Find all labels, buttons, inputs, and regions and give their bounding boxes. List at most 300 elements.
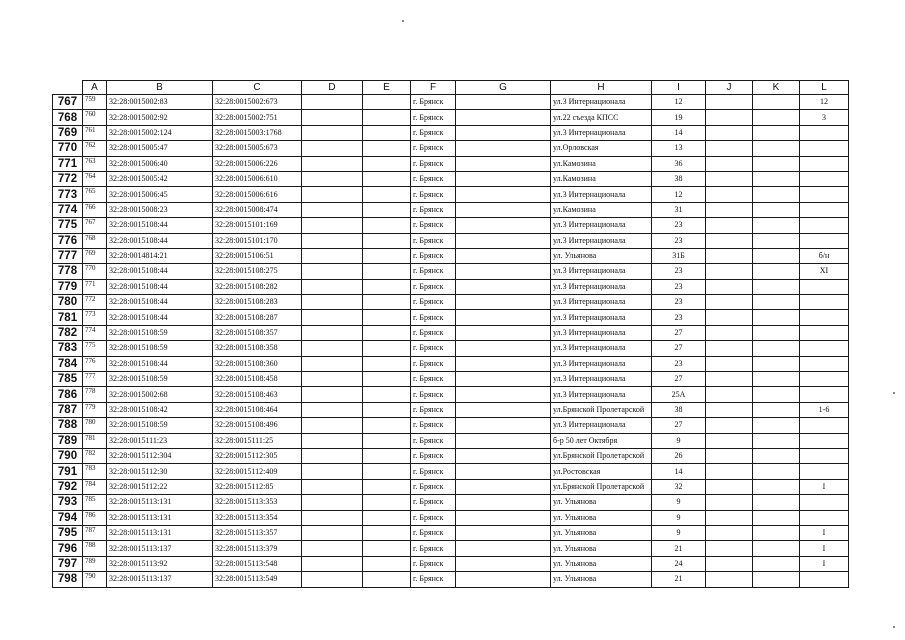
cell-cadastral-c[interactable]: 32:28:0015108:275 [213,264,302,279]
cell-e[interactable] [363,402,411,417]
cell-cadastral-c[interactable]: 32:28:0015112:305 [213,448,302,463]
cell-l[interactable]: I [800,479,849,494]
cell-street[interactable]: ул.22 съезда КПСС [551,110,652,125]
cell-l[interactable] [800,510,849,525]
cell-e[interactable] [363,341,411,356]
cell-l[interactable]: XI [800,264,849,279]
cell-city[interactable]: г. Брянск [411,464,456,479]
cell-a[interactable]: 789 [83,556,107,571]
column-header-h[interactable]: H [551,81,652,95]
cell-d[interactable] [302,325,363,340]
cell-l[interactable] [800,279,849,294]
cell-cadastral-b[interactable]: 32:28:0015108:44 [107,233,213,248]
cell-e[interactable] [363,110,411,125]
cell-k[interactable] [753,171,800,186]
cell-j[interactable] [706,464,753,479]
cell-cadastral-b[interactable]: 32:28:0015002:83 [107,95,213,110]
cell-d[interactable] [302,264,363,279]
cell-g[interactable] [456,325,551,340]
row-number[interactable]: 779 [53,279,83,294]
cell-city[interactable]: г. Брянск [411,387,456,402]
cell-g[interactable] [456,141,551,156]
cell-g[interactable] [456,187,551,202]
cell-e[interactable] [363,572,411,587]
cell-g[interactable] [456,295,551,310]
cell-k[interactable] [753,310,800,325]
cell-street[interactable]: ул. Ульянова [551,495,652,510]
column-header-i[interactable]: I [652,81,706,95]
cell-j[interactable] [706,372,753,387]
column-header-f[interactable]: F [411,81,456,95]
cell-d[interactable] [302,110,363,125]
cell-l[interactable] [800,464,849,479]
cell-a[interactable]: 768 [83,233,107,248]
cell-d[interactable] [302,556,363,571]
cell-e[interactable] [363,525,411,540]
row-number[interactable]: 783 [53,341,83,356]
cell-house-number[interactable]: 38 [652,402,706,417]
cell-house-number[interactable]: 31 [652,202,706,217]
cell-house-number[interactable]: 9 [652,495,706,510]
cell-g[interactable] [456,495,551,510]
cell-street[interactable]: ул.3 Интернационала [551,187,652,202]
cell-cadastral-b[interactable]: 32:28:0015108:59 [107,372,213,387]
cell-cadastral-b[interactable]: 32:28:0015112:304 [107,448,213,463]
cell-house-number[interactable]: 12 [652,95,706,110]
cell-cadastral-b[interactable]: 32:28:0015008:23 [107,202,213,217]
cell-cadastral-c[interactable]: 32:28:0015006:226 [213,156,302,171]
row-number[interactable]: 788 [53,418,83,433]
cell-k[interactable] [753,110,800,125]
cell-house-number[interactable]: 23 [652,233,706,248]
row-number[interactable]: 794 [53,510,83,525]
cell-g[interactable] [456,448,551,463]
cell-house-number[interactable]: 27 [652,372,706,387]
cell-city[interactable]: г. Брянск [411,110,456,125]
cell-cadastral-c[interactable]: 32:28:0015101:169 [213,218,302,233]
cell-cadastral-b[interactable]: 32:28:0015112:22 [107,479,213,494]
cell-a[interactable]: 770 [83,264,107,279]
cell-cadastral-b[interactable]: 32:28:0015006:40 [107,156,213,171]
cell-house-number[interactable]: 23 [652,295,706,310]
cell-city[interactable]: г. Брянск [411,541,456,556]
row-number[interactable]: 789 [53,433,83,448]
cell-d[interactable] [302,218,363,233]
cell-l[interactable] [800,233,849,248]
cell-cadastral-c[interactable]: 32:28:0015003:1768 [213,125,302,140]
cell-cadastral-b[interactable]: 32:28:0015108:59 [107,325,213,340]
cell-l[interactable] [800,325,849,340]
cell-j[interactable] [706,264,753,279]
cell-street[interactable]: б-р 50 лет Октября [551,433,652,448]
cell-street[interactable]: ул.3 Интернационала [551,356,652,371]
cell-city[interactable]: г. Брянск [411,572,456,587]
cell-k[interactable] [753,525,800,540]
cell-city[interactable]: г. Брянск [411,341,456,356]
cell-city[interactable]: г. Брянск [411,418,456,433]
cell-house-number[interactable]: 38 [652,171,706,186]
cell-e[interactable] [363,95,411,110]
cell-l[interactable] [800,433,849,448]
cell-house-number[interactable]: 23 [652,310,706,325]
cell-street[interactable]: ул. Ульянова [551,248,652,263]
cell-a[interactable]: 788 [83,541,107,556]
cell-street[interactable]: ул.Орловская [551,141,652,156]
cell-l[interactable]: I [800,541,849,556]
cell-street[interactable]: ул.Камозина [551,202,652,217]
cell-j[interactable] [706,202,753,217]
cell-k[interactable] [753,248,800,263]
cell-d[interactable] [302,418,363,433]
cell-street[interactable]: ул. Ульянова [551,556,652,571]
cell-cadastral-b[interactable]: 32:28:0015108:44 [107,356,213,371]
cell-d[interactable] [302,572,363,587]
cell-k[interactable] [753,264,800,279]
cell-e[interactable] [363,372,411,387]
cell-a[interactable]: 766 [83,202,107,217]
cell-e[interactable] [363,218,411,233]
cell-cadastral-b[interactable]: 32:28:0015005:47 [107,141,213,156]
cell-l[interactable] [800,141,849,156]
cell-house-number[interactable]: 23 [652,218,706,233]
cell-l[interactable] [800,156,849,171]
cell-house-number[interactable]: 21 [652,572,706,587]
cell-d[interactable] [302,95,363,110]
cell-city[interactable]: г. Брянск [411,310,456,325]
cell-e[interactable] [363,264,411,279]
cell-g[interactable] [456,95,551,110]
cell-g[interactable] [456,279,551,294]
cell-k[interactable] [753,372,800,387]
cell-city[interactable]: г. Брянск [411,356,456,371]
cell-cadastral-b[interactable]: 32:28:0015113:92 [107,556,213,571]
cell-cadastral-c[interactable]: 32:28:0015113:379 [213,541,302,556]
cell-e[interactable] [363,464,411,479]
cell-k[interactable] [753,356,800,371]
cell-g[interactable] [456,418,551,433]
cell-g[interactable] [456,202,551,217]
cell-l[interactable]: I [800,525,849,540]
cell-e[interactable] [363,448,411,463]
cell-a[interactable]: 786 [83,510,107,525]
cell-d[interactable] [302,341,363,356]
cell-a[interactable]: 778 [83,387,107,402]
row-number[interactable]: 793 [53,495,83,510]
cell-l[interactable] [800,372,849,387]
cell-k[interactable] [753,295,800,310]
cell-cadastral-c[interactable]: 32:28:0015113:354 [213,510,302,525]
cell-house-number[interactable]: 12 [652,187,706,202]
cell-street[interactable]: ул.3 Интернационала [551,341,652,356]
cell-street[interactable]: ул.Ростовская [551,464,652,479]
cell-e[interactable] [363,187,411,202]
cell-k[interactable] [753,418,800,433]
cell-street[interactable]: ул.3 Интернационала [551,233,652,248]
cell-k[interactable] [753,556,800,571]
cell-city[interactable]: г. Брянск [411,433,456,448]
cell-cadastral-b[interactable]: 32:28:0015108:44 [107,295,213,310]
row-number[interactable]: 769 [53,125,83,140]
cell-street[interactable]: ул. Ульянова [551,510,652,525]
cell-a[interactable]: 764 [83,171,107,186]
cell-city[interactable]: г. Брянск [411,279,456,294]
cell-d[interactable] [302,156,363,171]
cell-cadastral-c[interactable]: 32:28:0015108:458 [213,372,302,387]
column-header-j[interactable]: J [706,81,753,95]
cell-g[interactable] [456,171,551,186]
row-number[interactable]: 782 [53,325,83,340]
row-number[interactable]: 775 [53,218,83,233]
cell-house-number[interactable]: 14 [652,125,706,140]
cell-street[interactable]: ул.3 Интернационала [551,218,652,233]
cell-l[interactable]: 1-6 [800,402,849,417]
cell-g[interactable] [456,556,551,571]
cell-k[interactable] [753,464,800,479]
cell-d[interactable] [302,233,363,248]
cell-cadastral-c[interactable]: 32:28:0015113:357 [213,525,302,540]
cell-k[interactable] [753,341,800,356]
cell-a[interactable]: 771 [83,279,107,294]
cell-street[interactable]: ул.3 Интернационала [551,279,652,294]
cell-l[interactable]: 12 [800,95,849,110]
column-header-b[interactable]: B [107,81,213,95]
cell-k[interactable] [753,495,800,510]
cell-cadastral-b[interactable]: 32:28:0015108:59 [107,341,213,356]
cell-city[interactable]: г. Брянск [411,187,456,202]
cell-g[interactable] [456,341,551,356]
cell-g[interactable] [456,356,551,371]
cell-a[interactable]: 787 [83,525,107,540]
cell-house-number[interactable]: 23 [652,356,706,371]
cell-cadastral-b[interactable]: 32:28:0015112:30 [107,464,213,479]
cell-house-number[interactable]: 9 [652,433,706,448]
cell-l[interactable] [800,310,849,325]
cell-k[interactable] [753,402,800,417]
cell-g[interactable] [456,233,551,248]
cell-k[interactable] [753,125,800,140]
cell-cadastral-c[interactable]: 32:28:0015108:463 [213,387,302,402]
cell-a[interactable]: 777 [83,372,107,387]
cell-cadastral-b[interactable]: 32:28:0015108:42 [107,402,213,417]
cell-city[interactable]: г. Брянск [411,264,456,279]
cell-k[interactable] [753,510,800,525]
cell-cadastral-b[interactable]: 32:28:0015108:44 [107,218,213,233]
cell-g[interactable] [456,387,551,402]
cell-k[interactable] [753,156,800,171]
cell-street[interactable]: ул. Ульянова [551,541,652,556]
cell-l[interactable]: 3 [800,110,849,125]
cell-j[interactable] [706,356,753,371]
cell-cadastral-b[interactable]: 32:28:0015113:131 [107,495,213,510]
cell-cadastral-b[interactable]: 32:28:0015113:131 [107,525,213,540]
cell-l[interactable] [800,495,849,510]
cell-g[interactable] [456,156,551,171]
cell-k[interactable] [753,433,800,448]
cell-cadastral-c[interactable]: 32:28:0015006:610 [213,171,302,186]
cell-house-number[interactable]: 23 [652,279,706,294]
cell-cadastral-c[interactable]: 32:28:0015112:85 [213,479,302,494]
cell-street[interactable]: ул.3 Интернационала [551,95,652,110]
row-number[interactable]: 796 [53,541,83,556]
cell-cadastral-c[interactable]: 32:28:0015111:25 [213,433,302,448]
cell-city[interactable]: г. Брянск [411,171,456,186]
cell-city[interactable]: г. Брянск [411,495,456,510]
cell-k[interactable] [753,541,800,556]
cell-l[interactable] [800,125,849,140]
cell-cadastral-c[interactable]: 32:28:0015101:170 [213,233,302,248]
cell-e[interactable] [363,233,411,248]
cell-city[interactable]: г. Брянск [411,325,456,340]
cell-street[interactable]: ул.Камозина [551,156,652,171]
cell-city[interactable]: г. Брянск [411,556,456,571]
cell-city[interactable]: г. Брянск [411,510,456,525]
cell-city[interactable]: г. Брянск [411,402,456,417]
cell-street[interactable]: ул.Брянской Пролетарской [551,448,652,463]
cell-k[interactable] [753,572,800,587]
cell-d[interactable] [302,187,363,202]
cell-j[interactable] [706,572,753,587]
cell-a[interactable]: 765 [83,187,107,202]
cell-g[interactable] [456,372,551,387]
cell-j[interactable] [706,402,753,417]
cell-a[interactable]: 767 [83,218,107,233]
cell-city[interactable]: г. Брянск [411,295,456,310]
cell-d[interactable] [302,295,363,310]
cell-e[interactable] [363,125,411,140]
cell-cadastral-c[interactable]: 32:28:0015002:751 [213,110,302,125]
cell-l[interactable] [800,218,849,233]
cell-a[interactable]: 779 [83,402,107,417]
cell-a[interactable]: 761 [83,125,107,140]
cell-j[interactable] [706,479,753,494]
cell-street[interactable]: ул.3 Интернационала [551,325,652,340]
cell-l[interactable]: б/н [800,248,849,263]
cell-a[interactable]: 763 [83,156,107,171]
cell-house-number[interactable]: 27 [652,325,706,340]
cell-a[interactable]: 784 [83,479,107,494]
cell-cadastral-b[interactable]: 32:28:0015108:44 [107,310,213,325]
cell-d[interactable] [302,464,363,479]
cell-d[interactable] [302,387,363,402]
cell-a[interactable]: 760 [83,110,107,125]
cell-cadastral-c[interactable]: 32:28:0015005:673 [213,141,302,156]
cell-cadastral-c[interactable]: 32:28:0015108:496 [213,418,302,433]
cell-g[interactable] [456,479,551,494]
cell-cadastral-c[interactable]: 32:28:0015113:548 [213,556,302,571]
cell-d[interactable] [302,402,363,417]
cell-k[interactable] [753,479,800,494]
cell-house-number[interactable]: 26 [652,448,706,463]
cell-k[interactable] [753,141,800,156]
row-number[interactable]: 795 [53,525,83,540]
cell-l[interactable] [800,295,849,310]
row-number[interactable]: 776 [53,233,83,248]
cell-a[interactable]: 772 [83,295,107,310]
cell-city[interactable]: г. Брянск [411,372,456,387]
cell-d[interactable] [302,141,363,156]
cell-cadastral-b[interactable]: 32:28:0015108:44 [107,264,213,279]
cell-e[interactable] [363,510,411,525]
cell-cadastral-b[interactable]: 32:28:0015002:68 [107,387,213,402]
cell-j[interactable] [706,233,753,248]
cell-cadastral-b[interactable]: 32:28:0014814:21 [107,248,213,263]
cell-g[interactable] [456,125,551,140]
cell-cadastral-b[interactable]: 32:28:0015111:23 [107,433,213,448]
cell-street[interactable]: ул.3 Интернационала [551,295,652,310]
cell-e[interactable] [363,171,411,186]
cell-l[interactable] [800,418,849,433]
cell-e[interactable] [363,295,411,310]
cell-cadastral-c[interactable]: 32:28:0015108:282 [213,279,302,294]
cell-e[interactable] [363,387,411,402]
cell-k[interactable] [753,233,800,248]
cell-street[interactable]: ул.3 Интернационала [551,418,652,433]
cell-cadastral-b[interactable]: 32:28:0015113:131 [107,510,213,525]
cell-l[interactable] [800,387,849,402]
column-header-k[interactable]: K [753,81,800,95]
cell-j[interactable] [706,387,753,402]
cell-cadastral-c[interactable]: 32:28:0015113:353 [213,495,302,510]
cell-cadastral-c[interactable]: 32:28:0015108:358 [213,341,302,356]
cell-house-number[interactable]: 25А [652,387,706,402]
cell-g[interactable] [456,248,551,263]
cell-k[interactable] [753,325,800,340]
column-header-a[interactable]: A [83,81,107,95]
cell-l[interactable] [800,572,849,587]
cell-d[interactable] [302,279,363,294]
cell-e[interactable] [363,495,411,510]
cell-cadastral-b[interactable]: 32:28:0015108:44 [107,279,213,294]
cell-j[interactable] [706,495,753,510]
cell-j[interactable] [706,325,753,340]
column-header-d[interactable]: D [302,81,363,95]
row-number[interactable]: 797 [53,556,83,571]
cell-house-number[interactable]: 36 [652,156,706,171]
cell-city[interactable]: г. Брянск [411,479,456,494]
cell-house-number[interactable]: 32 [652,479,706,494]
cell-city[interactable]: г. Брянск [411,202,456,217]
cell-d[interactable] [302,541,363,556]
cell-house-number[interactable]: 14 [652,464,706,479]
cell-k[interactable] [753,448,800,463]
cell-g[interactable] [456,218,551,233]
cell-a[interactable]: 776 [83,356,107,371]
cell-house-number[interactable]: 9 [652,525,706,540]
cell-city[interactable]: г. Брянск [411,218,456,233]
cell-house-number[interactable]: 27 [652,418,706,433]
cell-a[interactable]: 773 [83,310,107,325]
row-number[interactable]: 791 [53,464,83,479]
cell-l[interactable] [800,202,849,217]
cell-g[interactable] [456,310,551,325]
cell-e[interactable] [363,556,411,571]
cell-house-number[interactable]: 19 [652,110,706,125]
cell-j[interactable] [706,433,753,448]
row-number[interactable]: 785 [53,372,83,387]
cell-cadastral-c[interactable]: 32:28:0015112:409 [213,464,302,479]
cell-cadastral-c[interactable]: 32:28:0015108:464 [213,402,302,417]
cell-j[interactable] [706,310,753,325]
column-header-g[interactable]: G [456,81,551,95]
cell-d[interactable] [302,448,363,463]
row-number[interactable]: 768 [53,110,83,125]
cell-k[interactable] [753,202,800,217]
cell-a[interactable]: 790 [83,572,107,587]
row-number[interactable]: 790 [53,448,83,463]
cell-j[interactable] [706,187,753,202]
cell-cadastral-c[interactable]: 32:28:0015108:360 [213,356,302,371]
cell-l[interactable] [800,171,849,186]
